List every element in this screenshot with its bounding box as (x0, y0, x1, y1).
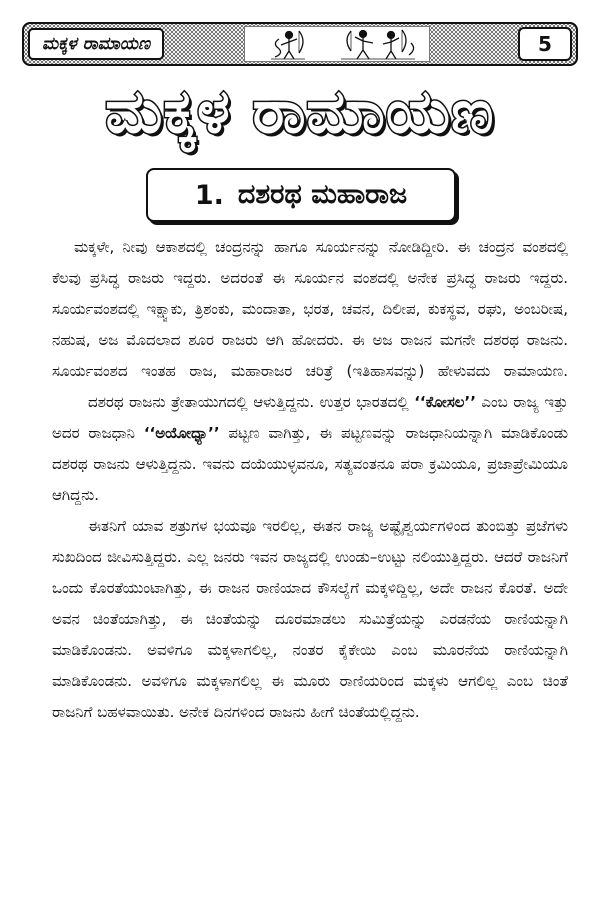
paragraph-text: ಪಟ್ಟಣ ವಾಗಿತ್ತು, ಈ ಪಟ್ಟಣವನ್ನು ರಾಜಧಾನಿಯನ್ನಾಗಿ ಮಾಡಿಕೊಂಡು ದಶರಥ ರಾಜನು ಆಳುತ್ತಿದ್ದನು. ಇವನು ದಯೆಯುಳ್ಳವನೂ, ಸತ್ಯವಂತನೂ ಪರಾ ಕ್ರಮಿಯೂ, ಪ್ರಜಾಪ್ರೇಮಿಯೂ ಆಗಿದ್ದನು. (52, 424, 568, 504)
place-name-ayodhya: ‘‘ಅಯೋಧ್ಯಾ’’ (143, 424, 220, 442)
rama-lakshmana-illustration-icon (244, 26, 430, 62)
chapter-heading (146, 168, 456, 222)
vignette-svg (245, 27, 429, 61)
paragraph: ಈತನಿಗೆ ಯಾವ ಶತ್ರುಗಳ ಭಯವೂ ಇರಲಿಲ್ಲ, ಈತನ ರಾಜ್ಯ ಅಷ್ಟೈಶ್ವರ್ಯಗಳಿಂದ ತುಂಬಿತ್ತು ಪ್ರಜೆಗಳು ಸುಖದಿಂದ ಜೀವಿಸುತ್ತಿದ್ದರು. ಎಲ್ಲ ಜನರು ಇವನ ರಾಜ್ಯದಲ್ಲಿ ಉಂಡು–ಉಟ್ಟು ನಲಿಯುತ್ತಿದ್ದರು. ಆದರೆ ರಾಜನಿಗೆ ಒಂದು ಕೊರತೆಯುಂಟಾಗಿತ್ತು, ಈ ರಾಜನ ರಾಣಿಯಾದ ಕೌಸಲ್ಯೆಗೆ ಮಕ್ಕಳಿದ್ದಿಲ್ಲ, ಅದೇ ರಾಜನ ಕೊರತೆ. ಅದೇ ಅವನ ಚಿಂತೆಯಾಗಿತ್ತು, ಈ ಚಿಂತೆಯನ್ನು ದೂರಮಾಡಲು ಸುಮಿತ್ರೆಯನ್ನು ಎರಡನೆಯ ರಾಣಿಯನ್ನಾಗಿ ಮಾಡಿಕೊಂಡನು. ಅವಳಿಗೂ ಮಕ್ಕಳಾಗಲಿಲ್ಲ, ನಂತರ ಕೈಕೇಯಿ ಎಂಬ ಮೂರನೆಯ ರಾಣಿಯನ್ನಾಗಿ ಮಾಡಿಕೊಂಡನು. ಅವಳಿಗೂ ಮಕ್ಕಳಾಗಲಿಲ್ಲ ಈ ಮೂರು ರಾಣಿಯರಿಂದ ಮಕ್ಕಳು ಆಗಲಿಲ್ಲ ಎಂಬ ಚಿಂತೆ ರಾಜನಿಗೆ ಬಹಳವಾಯಿತು. ಅನೇಕ ದಿನಗಳಿಂದ ರಾಜನು ಹೀಗೆ ಚಿಂತೆಯಲ್ಲಿದ್ದನು. (52, 517, 568, 721)
chapter-number: 1. (194, 179, 224, 211)
place-name-kosala: ‘‘ಕೋಸಲ’’ (414, 393, 476, 411)
paragraph (52, 387, 568, 511)
book-main-title: ಮಕ್ಕಳ ರಾಮಾಯಣ (105, 77, 495, 147)
chapter-body (52, 232, 568, 728)
running-header (22, 22, 578, 66)
page-number (518, 27, 572, 61)
header-book-title-text: ಮಕ್ಕಳ ರಾಮಾಯಣ (42, 34, 151, 54)
paragraph-text: ದಶರಥ ರಾಜನು ತ್ರೇತಾಯುಗದಲ್ಲಿ ಆಳುತ್ತಿದ್ದನು. ಉತ್ತರ ಭಾರತದಲ್ಲಿ (88, 393, 415, 411)
page-number-text: 5 (538, 32, 552, 56)
paragraph-text: ಎಂಬ ರಾಜ್ಯ ಇತ್ತು ಅದರ ರಾಜಧಾನಿ (52, 393, 568, 442)
paragraph: ಮಕ್ಕಳೇ, ನೀವು ಆಕಾಶದಲ್ಲಿ ಚಂದ್ರನನ್ನು ಹಾಗೂ ಸೂರ್ಯನನ್ನು ನೋಡಿದ್ದೀರಿ. ಈ ಚಂದ್ರನ ವಂಶದಲ್ಲಿ ಕೆಲವು ಪ್ರಸಿದ್ಧ ರಾಜರು ಇದ್ದರು. ಅದರಂತೆ ಈ ಸೂರ್ಯನ ವಂಶದಲ್ಲಿ ಅನೇಕ ಪ್ರಸಿದ್ಧ ರಾಜರು ಇದ್ದರು. ಸೂರ್ಯವಂಶದಲ್ಲಿ ಇಕ್ಷ್ವಾಕು, ತ್ರಿಶಂಕು, ಮಂದಾತಾ, ಭರತ, ಚವನ, ದಿಲೀಪ, ಕುಕಸ್ಥವ, ರಘು, ಅಂಬರೀಷ, ನಹುಷ, ಅಜ ಮೊದಲಾದ ಶೂರ ರಾಜರು ಆಗಿ ಹೋದರು. ಈ ಅಜ ರಾಜನ ಮಗನೇ ದಶರಥ ರಾಜನು. ಸೂರ್ಯವಂಶದ ಇಂತಹ ರಾಜ, ಮಹಾರಾಜರ ಚರಿತ್ರೆ (ಇತಿಹಾಸವನ್ನು) ಹೇಳುವದು ರಾಮಾಯಣ. (52, 238, 568, 380)
chapter-title: ದಶರಥ ಮಹಾರಾಜ (237, 179, 408, 210)
header-book-title (28, 28, 164, 60)
